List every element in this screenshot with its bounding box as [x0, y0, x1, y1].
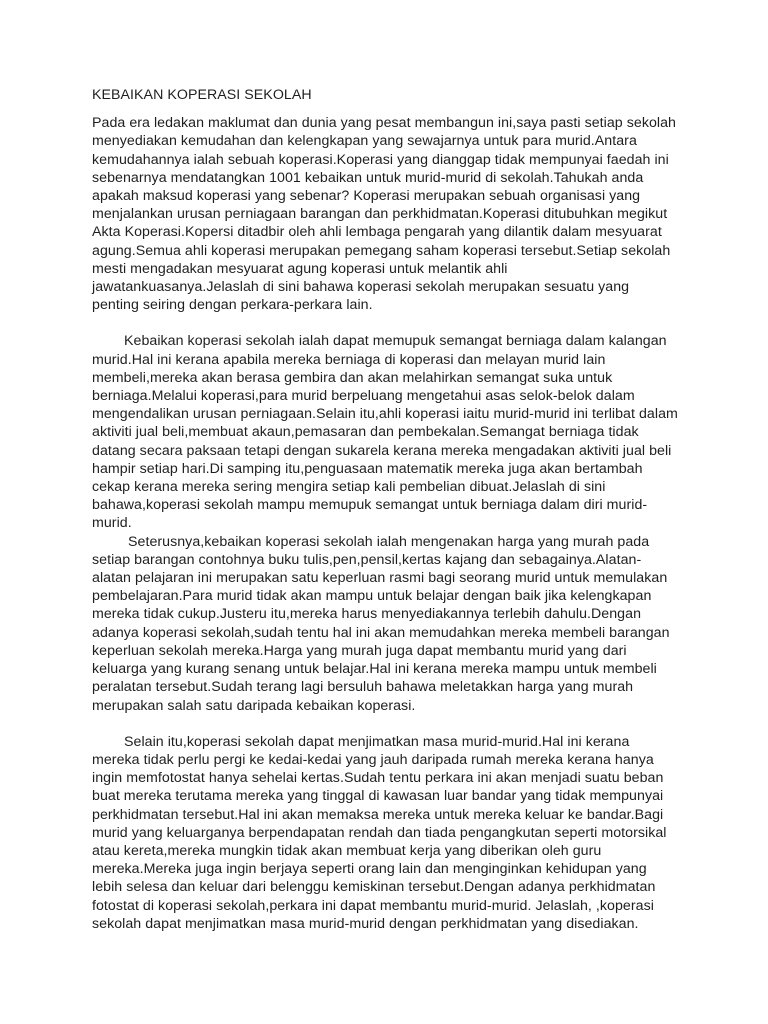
- paragraph-introduction: Pada era ledakan maklumat dan dunia yang pesat membangun ini,saya pasti setiap sekolah menyediakan kemudahan dan kelengkapan yang sewajarnya untuk para murid.Antara kemudahannya ialah sebuah koperasi.Koperasi yang dianggap tidak mempunyai faedah ini sebenarnya mendatangkan 1001 kebaikan untuk murid-murid di sekolah.Tahukah anda apakah maksud koperasi yang sebenar? Koperasi merupakan sebuah organisasi yang menjalankan urusan perniagaan barangan dan perkhidmatan.Koperasi ditubuhkan megikut Akta Koperasi.Kopersi ditadbir oleh ahli lembaga pengarah yang dilantik dalam mesyuarat agung.Semua ahli koperasi merupakan pemegang saham koperasi tersebut.Setiap sekolah mesti mengadakan mesyuarat agung koperasi untuk melantik ahli jawatankuasanya.Jelaslah di sini bahawa koperasi sekolah merupakan sesuatu yang penting seiring dengan perkara-perkara lain.: [92, 115, 676, 314]
- document-body: [92, 86, 678, 933]
- document-title: KEBAIKAN KOPERASI SEKOLAH: [92, 87, 312, 103]
- paragraph-harga-murah: Seterusnya,kebaikan koperasi sekolah ialah mengenakan harga yang murah pada setiap barangan contohnya buku tulis,pen,pensil,kertas kajang dan sebagainya.Alatan-alatan pelajaran ini merupakan satu keperluan rasmi bagi seorang murid untuk memulakan pembelajaran.Para murid tidak akan mampu untuk belajar dengan baik jika kelengkapan mereka tidak cukup.Justeru itu,mereka harus menyediakannya terlebih dahulu.Dengan adanya koperasi sekolah,sudah tentu hal ini akan memudahkan mereka membeli barangan keperluan sekolah mereka.Harga yang murah juga dapat membantu murid yang dari keluarga yang kurang senang untuk belajar.Hal ini kerana mereka mampu untuk membeli peralatan tersebut.Sudah terang lagi bersuluh bahawa meletakkan harga yang murah merupakan salah satu daripada kebaikan koperasi.: [92, 533, 670, 714]
- paragraph-jimat-masa: Selain itu,koperasi sekolah dapat menjimatkan masa murid-murid.Hal ini kerana mereka tidak perlu pergi ke kedai-kedai yang jauh daripada rumah mereka kerana hanya ingin memfotostat hanya sehelai kertas.Sudah tentu perkara ini akan menjadi suatu beban buat mereka terutama mereka yang tinggal di kawasan luar bandar yang tidak mempunyai perkhidmatan tersebut.Hal ini akan memaksa mereka untuk mereka keluar ke bandar.Bagi murid yang keluarganya berpendapatan rendah dan tiada pengangkutan seperti motorsikal atau kereta,mereka mungkin tidak akan membuat kerja yang diberikan oleh guru mereka.Mereka juga ingin berjaya seperti orang lain dan menginginkan kehidupan yang lebih selesa dan keluar dari belenggu kemiskinan tersebut.Dengan adanya perkhidmatan fotostat di koperasi sekolah,perkara ini dapat membantu murid-murid. Jelaslah, ,koperasi sekolah dapat menjimatkan masa murid-murid dengan perkhidmatan yang disediakan.: [92, 733, 667, 932]
- paragraph-gap: [92, 314, 678, 332]
- paragraph-gap: [92, 715, 678, 733]
- paragraph-semangat-berniaga: Kebaikan koperasi sekolah ialah dapat memupuk semangat berniaga dalam kalangan murid.Hal ini kerana apabila mereka berniaga di koperasi dan melayan murid lain membeli,mereka akan berasa gembira dan akan melahirkan semangat suka untuk berniaga.Melalui koperasi,para murid berpeluang mengetahui asas selok-belok dalam mengendalikan urusan perniagaan.Selain itu,ahli koperasi iaitu murid-murid ini terlibat dalam aktiviti jual beli,membuat akaun,pemasaran dan pembekalan.Semangat berniaga tidak datang secara paksaan tetapi dengan sukarela kerana mereka mengadakan aktiviti jual beli hampir setiap hari.Di samping itu,penguasaan matematik mereka juga akan bertambah cekap kerana mereka sering mengira setiap kali pembelian dibuat.Jelaslah di sini bahawa,koperasi sekolah mampu memupuk semangat untuk berniaga dalam diri murid-murid.: [92, 333, 678, 532]
